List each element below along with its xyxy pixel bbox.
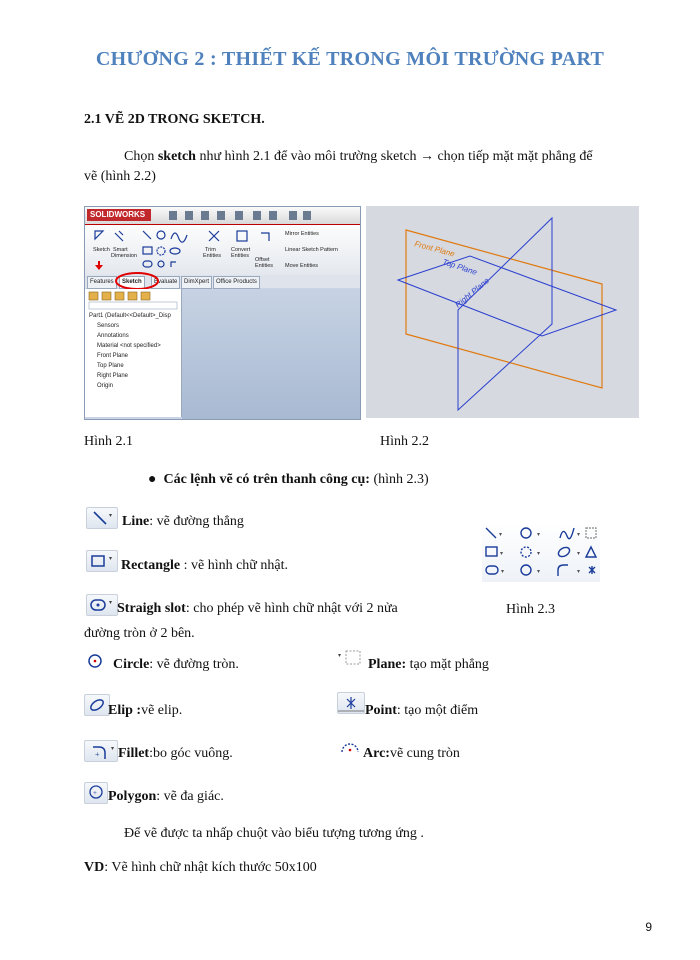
svg-text:▾: ▾ [577, 569, 581, 575]
svg-text:Move Entities: Move Entities [285, 263, 319, 269]
page-number: 9 [645, 920, 652, 934]
section-title: 2.1 VẼ 2D TRONG SKETCH. [84, 112, 265, 127]
bullet-icon: ● [148, 472, 164, 487]
solidworks-screenshot [84, 206, 361, 420]
svg-text:▾: ▾ [109, 513, 113, 519]
arc-tool-desc: Arc:vẽ cung tròn [363, 746, 460, 761]
svg-text:Sketch: Sketch [93, 247, 110, 253]
tree-item[interactable]: Top Plane [97, 363, 124, 369]
svg-text:▾: ▾ [537, 551, 541, 557]
svg-text:Smart: Smart [113, 247, 128, 253]
svg-text:Entities: Entities [231, 253, 250, 259]
svg-text:▾: ▾ [111, 746, 115, 752]
svg-text:▾: ▾ [577, 551, 581, 557]
sketch-toolbar-figure [482, 524, 600, 582]
tools-heading: ● Các lệnh vẽ có trên thanh công cụ: (hình 2.3) [148, 472, 429, 487]
tree-item[interactable]: Material <not specified> [97, 343, 161, 349]
chapter-title: CHƯƠNG 2 : THIẾT KẾ TRONG MÔI TRƯỜNG PART [95, 48, 605, 70]
planes-view [366, 206, 639, 418]
arc-icon [338, 738, 362, 758]
fillet-icon [84, 740, 118, 762]
svg-text:Entities: Entities [255, 263, 274, 269]
tree-item[interactable]: Annotations [97, 333, 129, 339]
slot-tool-desc: Straigh slot: cho phép vẽ hình chữ nhật với 2 nửa [117, 601, 398, 616]
slot-tool-desc-2: đường tròn ở 2 bên. [84, 626, 195, 641]
intro-line-2: vẽ (hình 2.2) [84, 169, 156, 184]
svg-text:Dimension: Dimension [111, 253, 137, 259]
svg-text:Offset: Offset [255, 257, 270, 263]
svg-text:+: + [93, 789, 97, 797]
svg-text:+: + [95, 750, 100, 759]
tree-item[interactable]: Part1 (Default<<Default>_Disp [89, 313, 171, 319]
circle-tool-desc: Circle: vẽ đường tròn. [113, 657, 239, 672]
sw-ribbon [85, 225, 360, 275]
line-icon [86, 507, 118, 529]
figure-2-1-caption: Hình 2.1 [84, 434, 133, 449]
sw-logo: SOLIDWORKS [87, 209, 151, 221]
svg-text:▾: ▾ [109, 600, 113, 606]
ellipse-icon [84, 694, 110, 716]
figure-2-3-caption: Hình 2.3 [506, 602, 555, 617]
circle-icon [86, 652, 112, 672]
sw-graphics-area [182, 289, 360, 419]
sw-tabs [85, 275, 360, 288]
plane-icon [338, 648, 366, 668]
svg-text:Entities: Entities [203, 253, 222, 259]
rectangle-icon [86, 550, 118, 572]
rectangle-tool-desc: Rectangle : vẽ hình chữ nhật. [121, 558, 288, 573]
tree-item[interactable]: Sensors [97, 323, 120, 329]
example-text: VD: Vẽ hình chữ nhật kích thước 50x100 [84, 860, 317, 875]
svg-text:▾: ▾ [499, 532, 503, 538]
point-tool-desc: Point: tạo một điểm [365, 703, 479, 718]
svg-text:▾: ▾ [338, 653, 342, 659]
fillet-tool-desc: Fillet:bo góc vuông. [118, 746, 233, 761]
svg-text:▾: ▾ [537, 532, 541, 538]
svg-text:Trim: Trim [205, 247, 216, 253]
svg-text:▾: ▾ [501, 569, 505, 575]
tree-item[interactable]: Right Plane [97, 373, 129, 379]
svg-text:▾: ▾ [109, 556, 113, 562]
polygon-tool-desc: Polygon: vẽ đa giác. [108, 789, 224, 804]
sketch-tab-highlight [113, 271, 173, 291]
sw-tab-sketch[interactable]: Sketch [119, 276, 145, 289]
intro-keyword: sketch [157, 149, 196, 164]
svg-text:▾: ▾ [500, 551, 504, 557]
straight-slot-icon [86, 594, 118, 616]
sw-tab-dimxpert[interactable]: DimXpert [181, 276, 212, 289]
polygon-icon [84, 782, 108, 804]
sw-titlebar [85, 207, 360, 225]
sw-tab-evaluate[interactable]: Evaluate [151, 276, 180, 289]
right-plane-label: Right Plane [453, 276, 491, 310]
point-icon [337, 692, 365, 714]
sw-tab-office[interactable]: Office Products [213, 276, 260, 289]
front-plane-label: Front Plane [413, 239, 456, 259]
intro-line-1: Chọn sketch như hình 2.1 để vào môi trường sketch → chọn tiếp mặt mặt phẳng để [124, 149, 593, 164]
sw-tab-features[interactable]: Features [87, 276, 117, 289]
svg-text:▾: ▾ [537, 569, 541, 575]
ellipse-tool-desc: Elip :vẽ elip. [108, 703, 183, 718]
tree-item[interactable]: Front Plane [97, 353, 129, 359]
svg-text:Linear Sketch Pattern: Linear Sketch Pattern [285, 247, 338, 253]
plane-tool-desc: Plane: tạo mặt phẳng [368, 657, 489, 672]
svg-text:Mirror Entities: Mirror Entities [285, 231, 319, 237]
sw-feature-tree [85, 289, 182, 417]
instruction-text: Để vẽ được ta nhấp chuột vào biểu tượng tương ứng . [124, 826, 424, 841]
tree-item[interactable]: Origin [97, 383, 114, 389]
figure-2-2-caption: Hình 2.2 [380, 434, 429, 449]
svg-text:▾: ▾ [577, 532, 581, 538]
line-tool-desc: Line: vẽ đường thẳng [122, 514, 244, 529]
top-plane-label: Top Plane [441, 257, 479, 277]
svg-text:Convert: Convert [231, 247, 251, 253]
